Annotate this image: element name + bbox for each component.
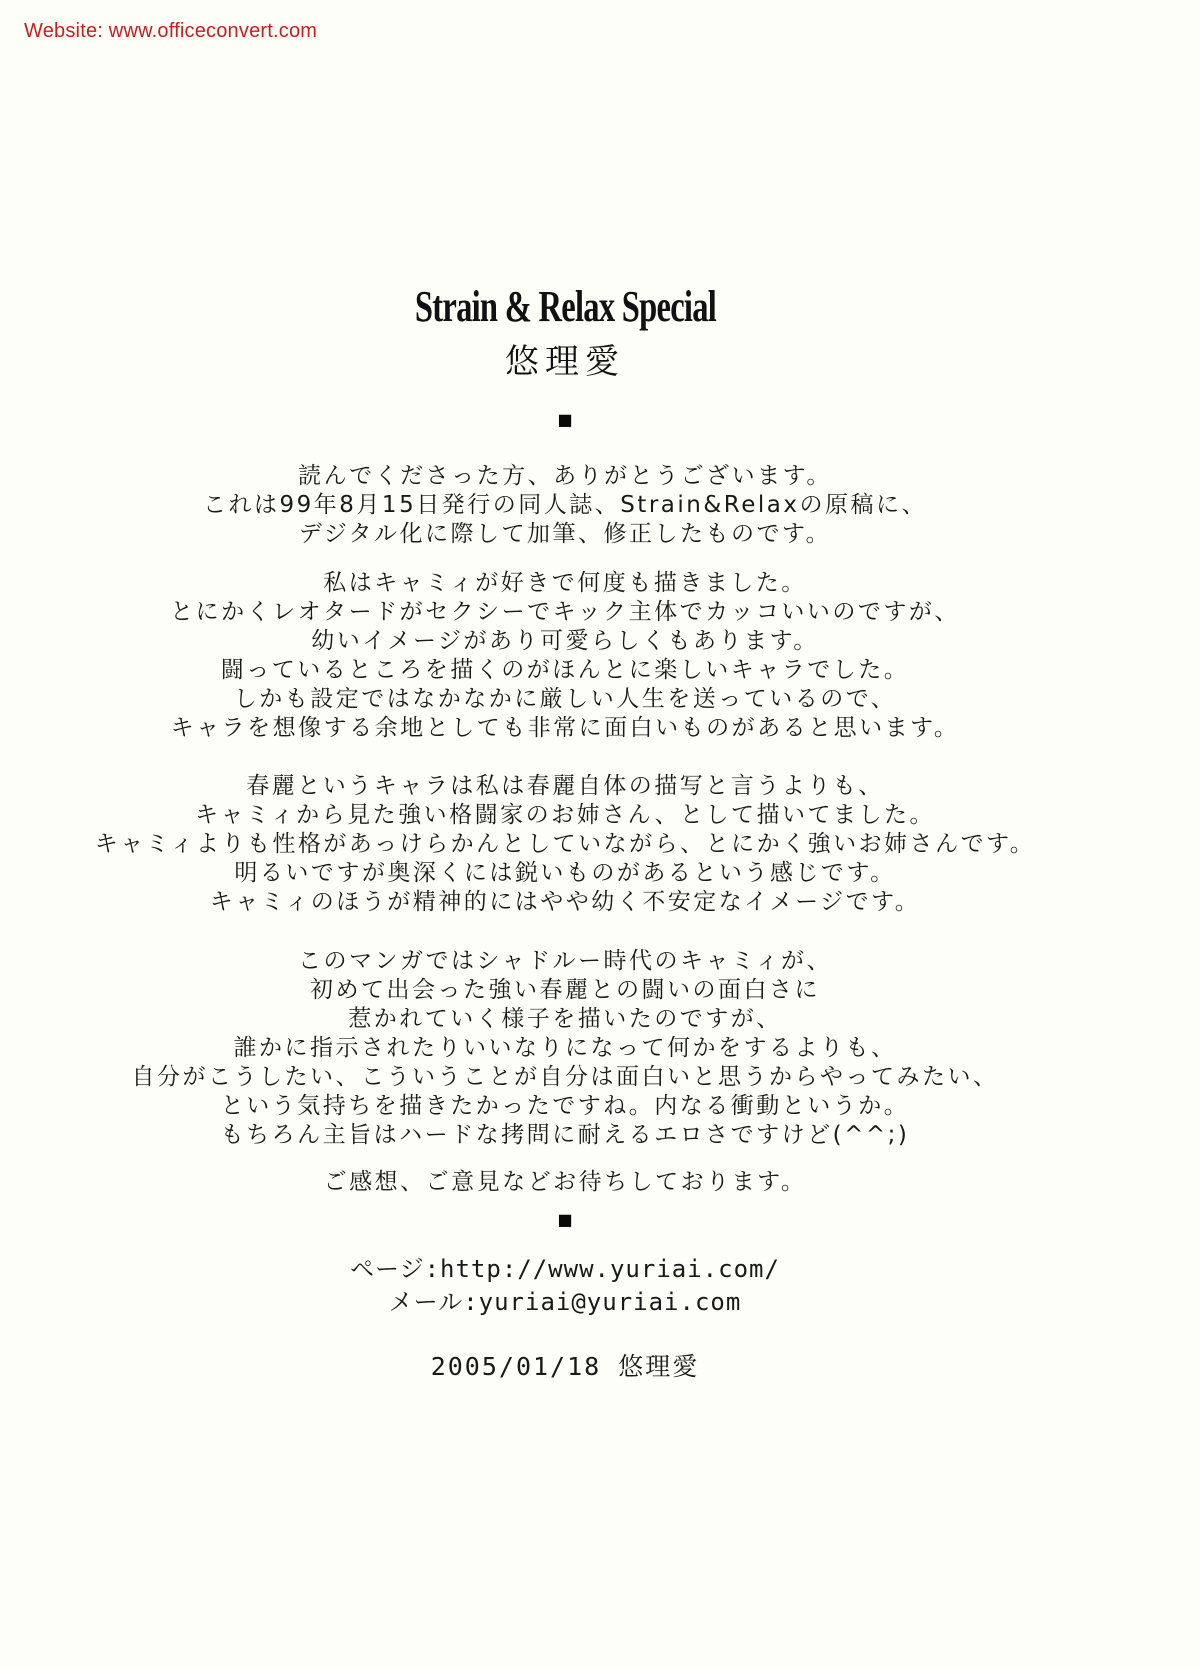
text-line: これは99年8月15日発行の同人誌、Strain&Relaxの原稿に、: [203, 492, 927, 518]
text-line: 幼いイメージがあり可愛らしくもあります。: [311, 628, 819, 654]
text-line: デジタル化に際して加筆、修正したものです。: [298, 521, 832, 547]
text-line: 明るいですが奥深くには鋭いものがあるという感じです。: [234, 860, 896, 886]
text-line: 初めて出会った強い春麗との闘いの面白さに: [310, 977, 820, 1003]
text-line: キャミィのほうが精神的にはやや幼く不安定なイメージです。: [209, 889, 921, 915]
text-line: 誰かに指示されたりいいなりになって何かをするよりも、: [233, 1035, 897, 1061]
text-line: とにかくレオタードがセクシーでキック主体でカッコいいのですが、: [170, 599, 960, 625]
text-line: 私はキャミィが好きで何度も描きました。: [323, 570, 807, 596]
text-line: 闘っているところを描くのがほんとに楽しいキャラでした。: [220, 657, 910, 683]
contact-block: [0, 1253, 1130, 1319]
text-line: しかも設定ではなかなかに厳しい人生を送っているので、: [233, 686, 897, 712]
paragraph-feedback: [0, 1168, 1130, 1197]
text-line: 惹かれていく様子を描いたのですが、: [348, 1006, 782, 1032]
text-line: 春麗というキャラは私は春麗自体の描写と言うよりも、: [246, 773, 884, 799]
website-line: ページ:http://www.yuriai.com/: [350, 1255, 780, 1283]
text-line: キャラを想像する余地としても非常に面白いものがあると思います。: [170, 715, 960, 741]
date-signature: 2005/01/18 悠理愛: [430, 1352, 700, 1381]
text-line: キャミィよりも性格があっけらかんとしていながら、とにかく強いお姉さんです。: [94, 831, 1036, 857]
divider-square-top: ■: [557, 410, 573, 429]
converter-watermark: Website: www.officeconvert.com: [24, 20, 318, 42]
author-name: 悠理愛: [505, 342, 625, 382]
title-block: [0, 281, 1130, 383]
text-line: キャミィから見た強い格闘家のお姉さん、として描いてました。: [195, 802, 935, 828]
text-line: このマンガではシャドルー時代のキャミィが、: [297, 948, 833, 974]
text-line: ご感想、ご意見などお待ちしております。: [323, 1169, 807, 1195]
paragraph-cammy: [0, 569, 1130, 743]
paragraph-thanks: [0, 462, 1130, 549]
page-title: Strain & Relax Special: [414, 282, 716, 331]
text-line: という気持ちを描きたかったですね。内なる衝動というか。: [220, 1093, 910, 1119]
email-line: メール:yuriai@yuriai.com: [388, 1288, 742, 1316]
text-line: 自分がこうしたい、こういうことが自分は面白いと思うからやってみたい、: [131, 1064, 999, 1090]
paragraph-manga: [0, 947, 1130, 1150]
footer-block: [0, 1347, 1130, 1383]
divider-square-bottom: ■: [557, 1210, 573, 1229]
paragraph-chunli: [0, 772, 1130, 917]
text-line: 読んでくださった方、ありがとうございます。: [298, 463, 832, 489]
text-line: もちろん主旨はハードな拷問に耐えるエロさですけど(^^;): [220, 1122, 910, 1148]
